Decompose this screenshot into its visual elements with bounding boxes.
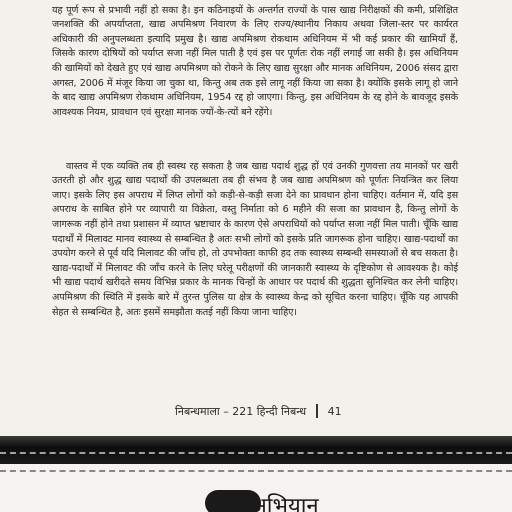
paragraph-2: वास्तव में एक व्यक्ति तब ही स्वस्थ रह सकता है जब खाद्य पदार्थ शुद्ध हों एवं उनकी गुणवत्ता तय मानकों पर खरी उतरती हो और शुद्ध खाद्य पदार्थों की उपलब्धता तब ही संभव है जब खाद्य अपमिश्रण को पूर्णतः नियन्त्रित कर लिया जाए। इसके लिए इस अपराध में लिप्त लोगों को कड़ी-से-कड़ी सजा देने का प्रावधान होना चाहिए। वर्तमान में, यदि इस अपराध के साबित होने पर व्यापारी या विक्रेता, वस्तु निर्माता को 6 महीने की सजा का प्रावधान है, किन्तु लोगों के जागरूक नहीं होने तथा प्रशासन में व्याप्त भ्रष्टाचार के कारण ऐसे अपराधियों को पर्याप्त सजा नहीं मिल पाती। चूँकि खाद्य पदार्थों में मिलावट मानव स्वास्थ्य से सम्बन्धित है अतः सभी लोगों को इसके प्रति जागरूक होना चाहिए। खाद्य-पदार्थों का उपयोग करने से पूर्व यदि मिलावट की जाँच हो, तो उपभोक्ता काफी हद तक स्वास्थ्य सम्बन्धी समस्याओं से बच सकता है। खाद्य-पदार्थों में मिलावट की जाँच करने के लिए घरेलू परीक्षणों की जानकारी स्वास्थ्य के दृष्टिकोण से आवश्यक है। कोई भी खाद्य पदार्थ खरीदते समय विभिन्न प्रकार के मानक चिन्हों के आधार पर पदार्थ की शुद्धता सुनिश्चित कर लेनी चाहिए। अपमिश्रण की स्थिति में इसके बारे में तुरन्त पुलिस या क्षेत्र के स्वास्थ्य केन्द्र को सूचित करना चाहिए। चूँकि यह आपकी सेहत से सम्बन्धित है, अतः इसमें समझौता कतई नहीं किया जाना चाहिए। bbox=[52, 160, 458, 318]
page-footer bbox=[175, 403, 342, 419]
page-number: 41 bbox=[327, 404, 342, 418]
book-title: निबन्धमाला – 221 हिन्दी निबन्ध bbox=[175, 404, 307, 418]
footer-divider bbox=[316, 404, 318, 418]
next-page-fragment bbox=[0, 464, 512, 512]
next-page-heading: अभियान bbox=[250, 494, 319, 512]
binding-stitch bbox=[0, 452, 512, 454]
paragraph-1: यह पूर्ण रूप से प्रभावी नहीं हो सका है। इन कठिनाइयों के अन्तर्गत राज्यों के पास खाद्य निरीक्षकों की कमी, प्रशिक्षित जनशक्ति की अपर्याप्तता, खाद्य अपमिश्रण निवारण के लिए राज्य/स्थानीय निकाय अथवा जिला-स्तर पर कार्यरत अधिकारी की अनुपलब्धता इत्यादि प्रमुख है। खाद्य अपमिश्रण रोकथाम अधिनियम में भी कई प्रकार की खामियाँ हैं, जिसके कारण दोषियों को पर्याप्त सजा नहीं मिल पाती है एवं इस पर पूर्णतः रोक नहीं लगाई जा सकी है। इस अधिनियम की खामियों को देखते हुए एवं खाद्य अपमिश्रण को रोकने के लिए खाद्य सुरक्षा और मानक अधिनियम, 2006 संसद द्वारा अगस्त, 2006 में मंजूर किया जा चुका था, किन्तु अब तक इसे लागू नहीं किया जा सका है। क्योंकि इसके लागू हो जाने के बाद खाद्य अपमिश्रण रोकथाम अधिनियम, 1954 रद्द हो जाएगा। किन्तु, इस अधिनियम के रद्द होने के बावजूद इसके आवश्यक नियम, प्रावधान एवं सुरक्षा मानक ज्यों-के-त्यों बने रहेंगे। bbox=[52, 4, 458, 118]
book-binding-spine bbox=[0, 436, 512, 464]
next-page-rule bbox=[0, 470, 512, 472]
